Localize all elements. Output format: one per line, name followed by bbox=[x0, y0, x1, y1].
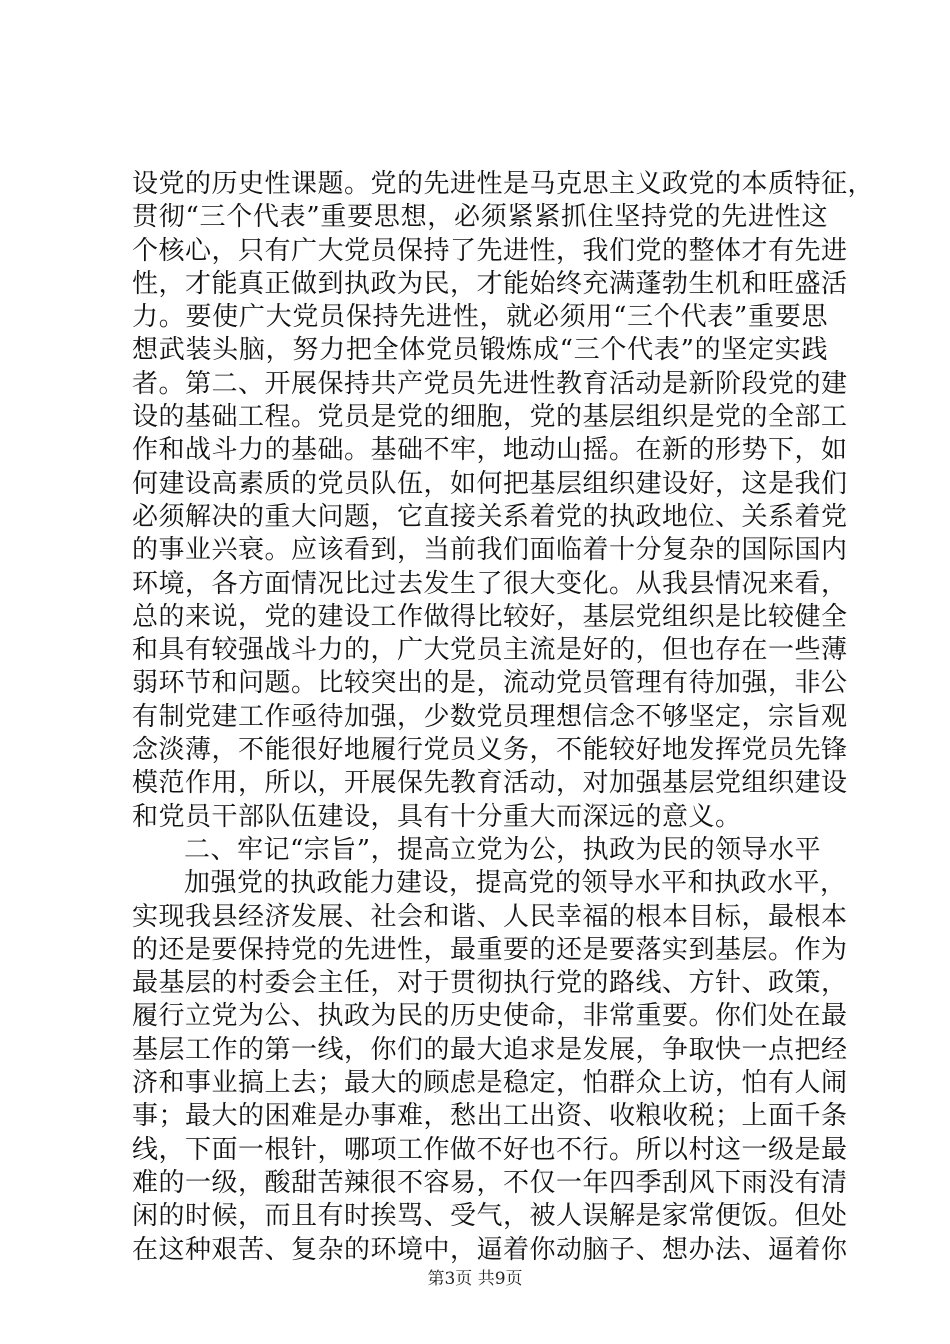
text-line: 的还是要保持党的先进性，最重要的还是要落实到基层。作为 bbox=[132, 934, 848, 965]
section-heading: 二、牢记“宗旨”，提高立党为公，执政为民的领导水平 bbox=[184, 834, 822, 865]
text-line: 设的基础工程。党员是党的细胞，党的基层组织是党的全部工 bbox=[132, 402, 848, 433]
text-line: 履行立党为公、执政为民的历史使命，非常重要。你们处在最 bbox=[132, 1001, 848, 1032]
text-line: 个核心，只有广大党员保持了先进性，我们党的整体才有先进 bbox=[132, 235, 848, 266]
document-body bbox=[132, 168, 875, 1267]
text-line: 想武装头脑，努力把全体党员锻炼成“三个代表”的坚定实践 bbox=[132, 335, 828, 366]
text-line: 念淡薄，不能很好地履行党员义务，不能较好地发挥党员先锋 bbox=[132, 735, 848, 766]
text-line: 的事业兴衰。应该看到，当前我们面临着十分复杂的国际国内 bbox=[132, 535, 848, 566]
text-line: 难的一级，酸甜苦辣很不容易，不仅一年四季刮风下雨没有清 bbox=[132, 1167, 848, 1198]
text-line: 线，下面一根针，哪项工作做不好也不行。所以村这一级是最 bbox=[132, 1134, 848, 1165]
text-line: 和党员干部队伍建设，具有十分重大而深远的意义。 bbox=[132, 801, 742, 832]
text-line: 作和战斗力的基础。基础不牢，地动山摇。在新的形势下，如 bbox=[132, 435, 848, 466]
text-line: 总的来说，党的建设工作做得比较好，基层党组织是比较健全 bbox=[132, 601, 848, 632]
text-line: 实现我县经济发展、社会和谐、人民幸福的根本目标，最根本 bbox=[132, 901, 848, 932]
text-line: 设党的历史性课题。党的先进性是马克思主义政党的本质特征， bbox=[132, 169, 875, 199]
text-line: 闲的时候，而且有时挨骂、受气，被人误解是家常便饭。但处 bbox=[132, 1201, 848, 1232]
text-line: 环境，各方面情况比过去发生了很大变化。从我县情况来看， bbox=[132, 568, 848, 599]
page-number-footer: 第3页 共9页 bbox=[427, 1269, 523, 1289]
text-line: 模范作用，所以，开展保先教育活动，对加强基层党组织建设 bbox=[132, 768, 848, 799]
text-line: 必须解决的重大问题，它直接关系着党的执政地位、关系着党 bbox=[132, 501, 848, 532]
text-line: 在这种艰苦、复杂的环境中，逼着你动脑子、想办法、逼着你 bbox=[132, 1234, 848, 1265]
text-line: 贯彻“三个代表”重要思想，必须紧紧抓住坚持党的先进性这 bbox=[132, 202, 828, 233]
text-line: 事；最大的困难是办事难，愁出工出资、收粮收税；上面千条 bbox=[132, 1101, 848, 1132]
text-line: 力。要使广大党员保持先进性，就必须用“三个代表”重要思 bbox=[132, 302, 828, 333]
text-line: 加强党的执政能力建设，提高党的领导水平和执政水平， bbox=[184, 868, 847, 899]
text-line: 基层工作的第一线，你们的最大追求是发展，争取快一点把经 bbox=[132, 1034, 848, 1065]
text-line: 弱环节和问题。比较突出的是，流动党员管理有待加强，非公 bbox=[132, 668, 848, 699]
text-line: 和具有较强战斗力的，广大党员主流是好的，但也存在一些薄 bbox=[132, 635, 848, 666]
text-line: 有制党建工作亟待加强，少数党员理想信念不够坚定，宗旨观 bbox=[132, 701, 848, 732]
text-line: 最基层的村委会主任，对于贯彻执行党的路线、方针、政策， bbox=[132, 968, 848, 999]
text-line: 何建设高素质的党员队伍，如何把基层组织建设好，这是我们 bbox=[132, 468, 848, 499]
text-line: 性，才能真正做到执政为民，才能始终充满蓬勃生机和旺盛活 bbox=[132, 268, 848, 299]
text-line: 者。第二、开展保持共产党员先进性教育活动是新阶段党的建 bbox=[132, 368, 848, 399]
text-line: 济和事业搞上去；最大的顾虑是稳定，怕群众上访，怕有人闹 bbox=[132, 1068, 848, 1099]
